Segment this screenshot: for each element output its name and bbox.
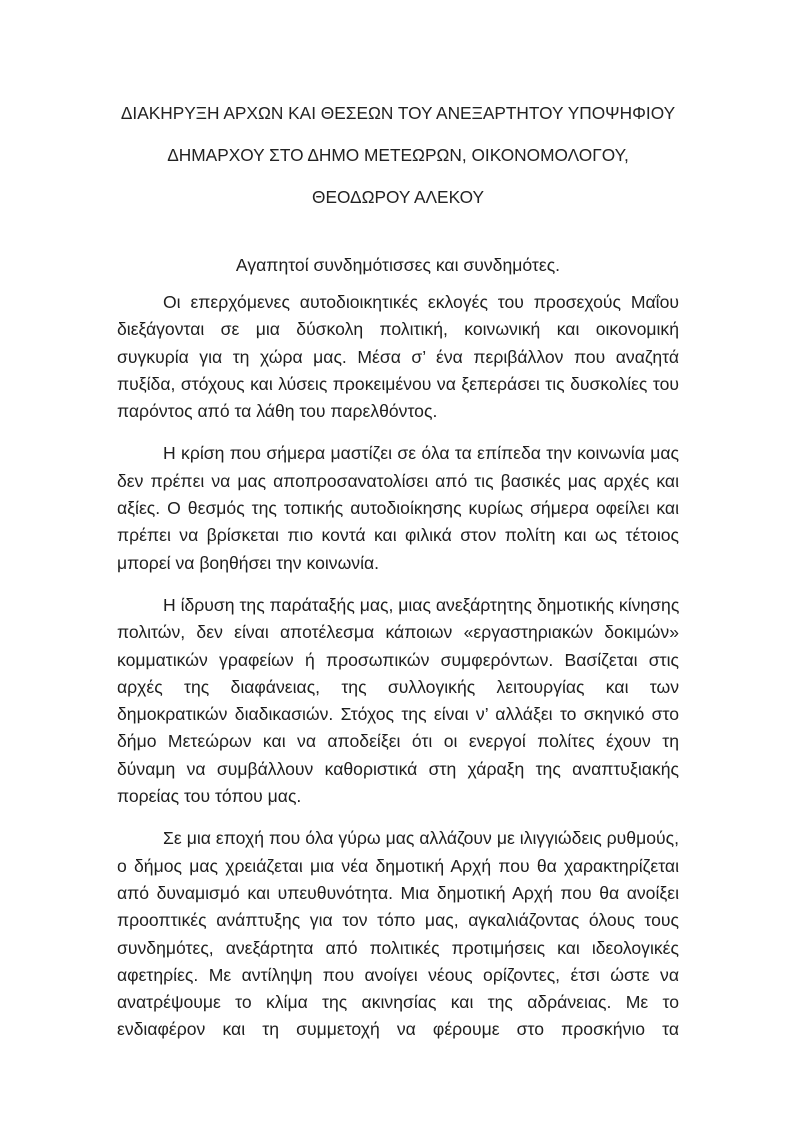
text-line: πορείας του τόπου μας.	[117, 786, 302, 807]
text-line: συγκυρία για τη χώρα μας. Μέσα σ’ ένα περιβάλλον που αναζητά	[117, 346, 679, 367]
document-page	[117, 92, 679, 1059]
text-line: Η κρίση που σήμερα μαστίζει σε όλα τα επίπεδα την κοινωνία μας	[163, 443, 679, 464]
text-line: προοπτικές ανάπτυξης για τον τόπο μας, αγκαλιάζοντας όλους τους	[117, 910, 679, 931]
text-line: ο δήμος μας χρειάζεται μια νέα δημοτική Αρχή που θα χαρακτηρίζεται	[117, 855, 679, 876]
paragraph-3	[117, 592, 679, 810]
text-line: παρόντος από τα λάθη του παρελθόντος.	[117, 401, 438, 422]
text-line: δήμο Μετεώρων και να αποδείξει ότι οι ενεργοί πολίτες έχουν τη	[117, 731, 679, 752]
document-title	[117, 92, 679, 218]
salutation: Αγαπητοί συνδημότισσες και συνδημότες.	[235, 255, 561, 275]
text-line: ανατρέψουμε το κλίμα της ακινησίας και της αδράνειας. Με το	[117, 992, 679, 1013]
text-line: αρχές της διαφάνειας, της συλλογικής λειτουργίας και των	[117, 676, 679, 697]
text-line: πυξίδα, στόχους και λύσεις προκειμένου να ξεπεράσει τις δυσκολίες του	[117, 373, 679, 394]
paragraph-2	[117, 440, 679, 576]
text-line: συνδημότες, ανεξάρτητα από πολιτικές προτιμήσεις και ιδεολογικές	[117, 937, 679, 958]
paragraph-1	[117, 289, 679, 425]
text-line: πρέπει να βρίσκεται πιο κοντά και φιλικά στον πολίτη και ως τέτοιος	[117, 525, 679, 546]
text-line: ενδιαφέρον και τη συμμετοχή να φέρουμε στο προσκήνιο τα	[117, 1019, 679, 1040]
text-line: δεν πρέπει να μας αποπροσανατολίσει από τις βασικές μας αρχές και	[117, 470, 679, 491]
text-line: Η ίδρυση της παράταξής μας, μιας ανεξάρτητης δημοτικής κίνησης	[163, 594, 680, 615]
text-line: αφετηρίες. Με αντίληψη που ανοίγει νέους ορίζοντες, έτσι ώστε να	[117, 964, 679, 985]
text-line: Σε μια εποχή που όλα γύρω μας αλλάζουν με ιλιγγιώδεις ρυθμούς,	[163, 828, 679, 849]
text-line: Οι επερχόμενες αυτοδιοικητικές εκλογές του προσεχούς Μαΐου	[163, 292, 679, 312]
text-line: μπορεί να βοηθήσει την κοινωνία.	[117, 552, 380, 573]
text-line: δημοκρατικών διαδικασιών. Στόχος της είναι ν’ αλλάξει το σκηνικό στο	[117, 704, 679, 725]
text-line: αξίες. Ο θεσμός της τοπικής αυτοδιοίκησης κυρίως σήμερα οφείλει και	[117, 498, 679, 519]
text-line: δύναμη να συμβάλλουν καθοριστικά στη χάραξη της αναπτυξιακής	[117, 758, 679, 779]
paragraph-4	[117, 825, 679, 1043]
text-line: κομματικών γραφείων ή προσωπικών συμφερόντων. Βασίζεται στις	[117, 649, 679, 670]
title-line: ΔΗΜΑΡΧΟΥ ΣΤΟ ΔΗΜΟ ΜΕΤΕΩΡΩΝ, ΟΙΚΟΝΟΜΟΛΟΓΟΥ,	[167, 145, 629, 165]
text-line: πολιτών, δεν είναι αποτέλεσμα κάποιων «εργαστηριακών δοκιμών»	[117, 622, 679, 643]
text-line: διεξάγονται σε μια δύσκολη πολιτική, κοινωνική και οικονομική	[117, 319, 679, 340]
title-line: ΔΙΑΚΗΡΥΞΗ ΑΡΧΩΝ ΚΑΙ ΘΕΣΕΩΝ ΤΟΥ ΑΝΕΞΑΡΤΗΤΟΥ ΥΠΟΨΗΦΙΟΥ	[120, 103, 676, 123]
title-line: ΘΕΟΔΩΡΟΥ ΑΛΕΚΟΥ	[312, 187, 484, 207]
text-line: από δυναμισμό και υπευθυνότητα. Μια δημοτική Αρχή που θα ανοίξει	[117, 882, 679, 903]
